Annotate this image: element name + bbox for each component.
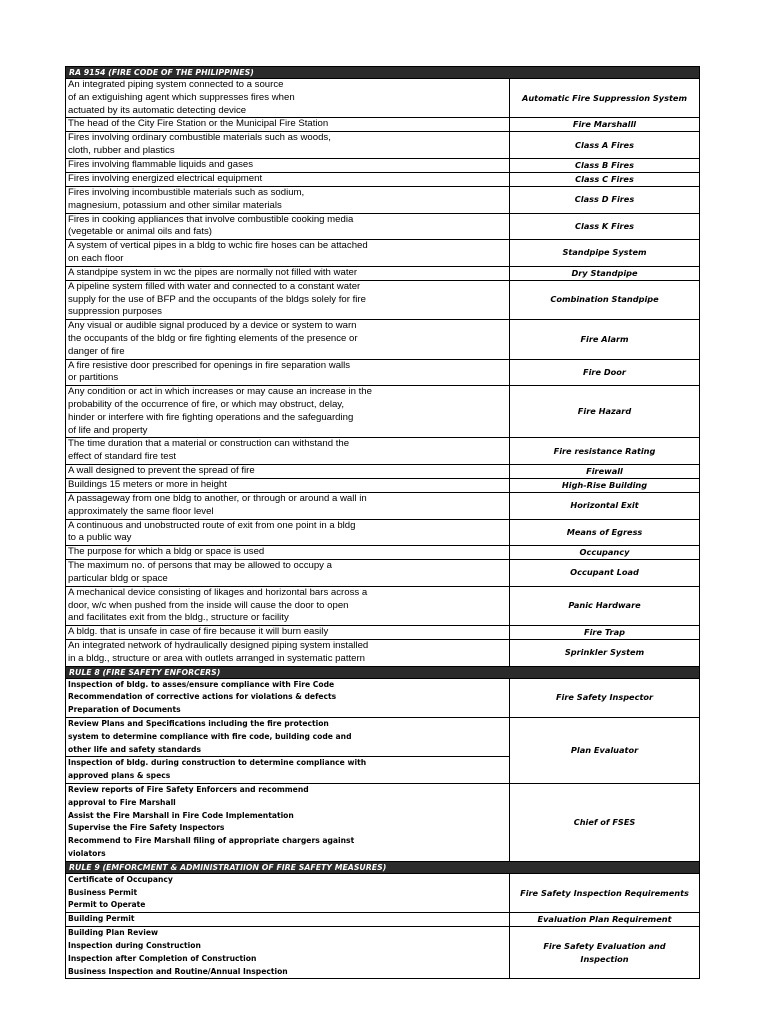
section-header-rule9 (66, 861, 700, 873)
definition-cell: The head of the City Fire Station or the Municipal Fire Station (66, 118, 510, 132)
table-row (66, 784, 700, 862)
table-row (66, 586, 700, 625)
definition-cell: A bldg. that is unsafe in case of fire because it will burn easily (66, 626, 510, 640)
term-cell: Evaluation Plan Requirement (510, 913, 700, 927)
term-cell: Occupancy (510, 546, 700, 560)
term-cell: Standpipe System (510, 240, 700, 267)
section-title: RULE 9 (EMFORCMENT & ADMINISTRATIION OF FIRE SAFETY MEASURES) (66, 861, 700, 873)
table-row (66, 546, 700, 560)
term-cell: Fire Hazard (510, 386, 700, 438)
definition-cell: A passageway from one bldg to another, or through or around a wall in approximately the same floor level (66, 492, 510, 519)
table-row (66, 320, 700, 359)
table-row (66, 678, 700, 717)
term-cell: Sprinkler System (510, 640, 700, 667)
table-row (66, 158, 700, 172)
table-row (66, 172, 700, 186)
definition-cell: Fires in cooking appliances that involve combustible cooking media (vegetable or animal oils and fats) (66, 213, 510, 240)
definition-cell: A system of vertical pipes in a bldg to wchic fire hoses can be attached on each floor (66, 240, 510, 267)
definition-cell: The maximum no. of persons that may be allowed to occupy a particular bldg or space (66, 560, 510, 587)
term-cell: Class D Fires (510, 186, 700, 213)
definition-cell: Fires involving incombustible materials such as sodium, magnesium, potassium and other similar materials (66, 186, 510, 213)
term-cell: Class K Fires (510, 213, 700, 240)
term-cell: Automatic Fire Suppression System (510, 79, 700, 118)
term-cell: Panic Hardware (510, 586, 700, 625)
fire-code-table (65, 66, 700, 979)
definition-cell: Buildings 15 meters or more in height (66, 478, 510, 492)
definition-cell: Any visual or audible signal produced by a device or system to warn the occupants of the bldg or fire fighting elements of the presence or danger of fire (66, 320, 510, 359)
table-row (66, 266, 700, 280)
definition-cell: The time duration that a material or construction can withstand the effect of standard fire test (66, 438, 510, 465)
table-row (66, 464, 700, 478)
term-cell: Class B Fires (510, 158, 700, 172)
term-cell: Fire Marshalll (510, 118, 700, 132)
table-row (66, 79, 700, 118)
duty-cell: Review reports of Fire Safety Enforcers and recommend approval to Fire Marshall Assist the Fire Marshall in Fire Code Implementation Supervise the Fire Safety Inspectors Recommend to Fire Marshall filing of appropriate chargers against violators (66, 784, 510, 862)
term-cell: Fire resistance Rating (510, 438, 700, 465)
item-cell: Building Plan Review Inspection during Construction Inspection after Completion of Construction Business Inspection and Routine/Annual Inspection (66, 927, 510, 979)
term-cell: Dry Standpipe (510, 266, 700, 280)
table-row (66, 386, 700, 438)
definition-cell: A fire resistive door prescribed for openings in fire separation walls or partitions (66, 359, 510, 386)
definition-cell: The purpose for which a bldg or space is used (66, 546, 510, 560)
term-cell: Chief of FSES (510, 784, 700, 862)
term-cell: Fire Alarm (510, 320, 700, 359)
table-row (66, 359, 700, 386)
term-cell: Means of Egress (510, 519, 700, 546)
table-row (66, 240, 700, 267)
table-row (66, 280, 700, 319)
term-cell: Occupant Load (510, 560, 700, 587)
term-cell: Fire Safety Evaluation and Inspection (510, 927, 700, 979)
table-row (66, 118, 700, 132)
definition-cell: An integrated piping system connected to a source of an extiguishing agent which suppresses fires when actuated by its automatic detecting device (66, 79, 510, 118)
section-header-ra9154 (66, 67, 700, 79)
term-cell: Fire Door (510, 359, 700, 386)
table-row (66, 492, 700, 519)
table-row (66, 132, 700, 159)
term-cell: Horizontal Exit (510, 492, 700, 519)
definition-cell: Fires involving flammable liquids and gases (66, 158, 510, 172)
definition-cell: Fires involving ordinary combustible materials such as woods, cloth, rubber and plastics (66, 132, 510, 159)
table-row (66, 718, 700, 757)
duty-cell: Inspection of bldg. to asses/ensure compliance with Fire Code Recommendation of corrective actions for violations & defects Preparation of Documents (66, 678, 510, 717)
term-cell: Class C Fires (510, 172, 700, 186)
table-row (66, 626, 700, 640)
term-cell: High-Rise Building (510, 478, 700, 492)
table-row (66, 913, 700, 927)
table-row (66, 478, 700, 492)
definition-cell: A wall designed to prevent the spread of fire (66, 464, 510, 478)
term-cell: Fire Safety Inspector (510, 678, 700, 717)
section-title: RA 9154 (FIRE CODE OF THE PHILIPPINES) (66, 67, 700, 79)
term-cell: Combination Standpipe (510, 280, 700, 319)
table-row (66, 927, 700, 979)
term-cell: Firewall (510, 464, 700, 478)
table-row (66, 213, 700, 240)
term-cell: Class A Fires (510, 132, 700, 159)
section-header-rule8 (66, 666, 700, 678)
duty-cell: Review Plans and Specifications including the fire protection system to determine compliance with fire code, building code and other life and safety standards (66, 718, 510, 757)
item-cell: Building Permit (66, 913, 510, 927)
table-row (66, 873, 700, 912)
term-cell: Plan Evaluator (510, 718, 700, 784)
definition-cell: A continuous and unobstructed route of exit from one point in a bldg to a public way (66, 519, 510, 546)
item-cell: Certificate of Occupancy Business Permit Permit to Operate (66, 873, 510, 912)
table-row (66, 438, 700, 465)
definition-cell: A pipeline system filled with water and connected to a constant water supply for the use of BFP and the occupants of the bldgs solely for fire suppression purposes (66, 280, 510, 319)
definition-cell: An integrated network of hydraulically designed piping system installed in a bldg., structure or area with outlets arranged in systematic pattern (66, 640, 510, 667)
table-row (66, 560, 700, 587)
definition-cell: Any condition or act in which increases or may cause an increase in the probability of the occurrence of fire, or which may obstruct, delay, hinder or interfere with fire fighting operations and the safeguarding of life and property (66, 386, 510, 438)
table-row (66, 186, 700, 213)
duty-cell: Inspection of bldg. during construction to determine compliance with approved plans & specs (66, 757, 510, 784)
table-row (66, 640, 700, 667)
table-row (66, 519, 700, 546)
section-title: RULE 8 (FIRE SAFETY ENFORCERS) (66, 666, 700, 678)
definition-cell: A mechanical device consisting of likages and horizontal bars across a door, w/c when pushed from the inside will cause the door to open and facilitates exit from the bldg., structure or facility (66, 586, 510, 625)
term-cell: Fire Trap (510, 626, 700, 640)
definition-cell: Fires involving energized electrical equipment (66, 172, 510, 186)
definition-cell: A standpipe system in wc the pipes are normally not filled with water (66, 266, 510, 280)
term-cell: Fire Safety Inspection Requirements (510, 873, 700, 912)
